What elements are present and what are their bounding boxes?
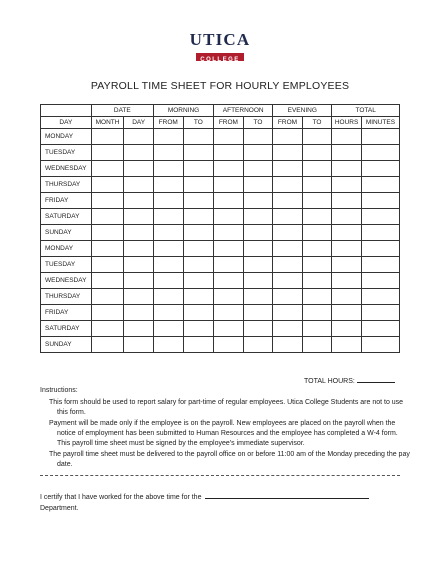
cell-month[interactable] bbox=[91, 257, 124, 273]
cell-total-hours[interactable] bbox=[332, 161, 362, 177]
cell-evening-from[interactable] bbox=[273, 193, 303, 209]
cell-morning-from[interactable] bbox=[153, 273, 183, 289]
cell-afternoon-to[interactable] bbox=[243, 193, 273, 209]
cell-afternoon-from[interactable] bbox=[214, 321, 244, 337]
cell-morning-from[interactable] bbox=[153, 193, 183, 209]
cell-afternoon-from[interactable] bbox=[214, 225, 244, 241]
total-hours bbox=[304, 376, 395, 385]
cell-morning-to[interactable] bbox=[183, 177, 214, 193]
cell-evening-from[interactable] bbox=[273, 337, 303, 353]
cell-afternoon-to[interactable] bbox=[243, 273, 273, 289]
cell-date-day[interactable] bbox=[124, 257, 154, 273]
subheader-date-day: DAY bbox=[124, 117, 154, 129]
total-hours-label: TOTAL HOURS: bbox=[304, 378, 355, 385]
table-row bbox=[41, 241, 400, 257]
subheader-evening-from: FROM bbox=[273, 117, 303, 129]
cell-month[interactable] bbox=[91, 161, 124, 177]
cell-total-hours[interactable] bbox=[332, 241, 362, 257]
logo-wordmark: UTICA bbox=[189, 30, 251, 49]
cell-morning-from[interactable] bbox=[153, 161, 183, 177]
cell-afternoon-to[interactable] bbox=[243, 321, 273, 337]
cell-total-minutes[interactable] bbox=[361, 225, 399, 241]
cell-month[interactable] bbox=[91, 241, 124, 257]
instruction-item: This form should be used to report salary for part-time of regular employees. Utica College Students are not to use this form. bbox=[49, 399, 404, 416]
cell-afternoon-from[interactable] bbox=[214, 177, 244, 193]
cell-morning-from[interactable] bbox=[153, 337, 183, 353]
cell-afternoon-to[interactable] bbox=[243, 161, 273, 177]
subheader-minutes: MINUTES bbox=[361, 117, 399, 129]
day-label: SATURDAY bbox=[41, 209, 92, 225]
cell-total-hours[interactable] bbox=[332, 305, 362, 321]
cell-morning-to[interactable] bbox=[183, 305, 214, 321]
cell-morning-to[interactable] bbox=[183, 241, 214, 257]
cell-date-day[interactable] bbox=[124, 337, 154, 353]
day-label: MONDAY bbox=[41, 129, 92, 145]
cell-evening-from[interactable] bbox=[273, 257, 303, 273]
instruction-item: The payroll time sheet must be delivered to the payroll office on or before 11:00 am of the Monday preceding the pay date. bbox=[49, 451, 410, 468]
cell-afternoon-to[interactable] bbox=[243, 209, 273, 225]
certify-text: I certify that I have worked for the above time for the bbox=[40, 494, 202, 501]
cell-morning-to[interactable] bbox=[183, 193, 214, 209]
cell-date-day[interactable] bbox=[124, 177, 154, 193]
cell-date-day[interactable] bbox=[124, 129, 154, 145]
cell-month[interactable] bbox=[91, 145, 124, 161]
cell-date-day[interactable] bbox=[124, 305, 154, 321]
college-logo bbox=[0, 32, 440, 66]
subheader-day: DAY bbox=[41, 117, 92, 129]
table-row bbox=[41, 337, 400, 353]
cell-date-day[interactable] bbox=[124, 225, 154, 241]
cell-total-minutes[interactable] bbox=[361, 177, 399, 193]
cell-morning-to[interactable] bbox=[183, 225, 214, 241]
header-afternoon: AFTERNOON bbox=[214, 105, 273, 117]
cell-evening-to[interactable] bbox=[302, 257, 332, 273]
cell-afternoon-from[interactable] bbox=[214, 241, 244, 257]
sub-header-row bbox=[41, 117, 400, 129]
timesheet-body bbox=[41, 129, 400, 353]
cell-total-hours[interactable] bbox=[332, 289, 362, 305]
cell-total-hours[interactable] bbox=[332, 177, 362, 193]
table-row bbox=[41, 129, 400, 145]
cell-total-minutes[interactable] bbox=[361, 193, 399, 209]
cell-evening-to[interactable] bbox=[302, 161, 332, 177]
cell-morning-to[interactable] bbox=[183, 129, 214, 145]
subheader-morning-from: FROM bbox=[153, 117, 183, 129]
cell-evening-from[interactable] bbox=[273, 225, 303, 241]
cell-afternoon-to[interactable] bbox=[243, 289, 273, 305]
cell-morning-from[interactable] bbox=[153, 289, 183, 305]
subheader-afternoon-from: FROM bbox=[214, 117, 244, 129]
cell-morning-from[interactable] bbox=[153, 257, 183, 273]
cell-total-minutes[interactable] bbox=[361, 273, 399, 289]
page-title: PAYROLL TIME SHEET FOR HOURLY EMPLOYEES bbox=[90, 80, 350, 92]
cell-afternoon-from[interactable] bbox=[214, 305, 244, 321]
cell-morning-to[interactable] bbox=[183, 257, 214, 273]
cell-morning-from[interactable] bbox=[153, 209, 183, 225]
cell-evening-to[interactable] bbox=[302, 145, 332, 161]
cell-evening-to[interactable] bbox=[302, 289, 332, 305]
cell-morning-from[interactable] bbox=[153, 305, 183, 321]
timesheet-table bbox=[40, 104, 400, 353]
cell-date-day[interactable] bbox=[124, 321, 154, 337]
day-label: WEDNESDAY bbox=[41, 273, 92, 289]
cell-morning-from[interactable] bbox=[153, 225, 183, 241]
cell-total-minutes[interactable] bbox=[361, 241, 399, 257]
cell-morning-to[interactable] bbox=[183, 161, 214, 177]
cell-morning-from[interactable] bbox=[153, 177, 183, 193]
subheader-evening-to: TO bbox=[302, 117, 332, 129]
cell-morning-from[interactable] bbox=[153, 129, 183, 145]
cell-total-minutes[interactable] bbox=[361, 209, 399, 225]
cell-afternoon-to[interactable] bbox=[243, 257, 273, 273]
cell-afternoon-from[interactable] bbox=[214, 161, 244, 177]
cell-evening-from[interactable] bbox=[273, 289, 303, 305]
cell-date-day[interactable] bbox=[124, 193, 154, 209]
cell-month[interactable] bbox=[91, 225, 124, 241]
header-total: TOTAL bbox=[332, 105, 400, 117]
logo-subtitle: COLLEGE bbox=[200, 57, 240, 63]
cell-month[interactable] bbox=[91, 193, 124, 209]
cell-afternoon-to[interactable] bbox=[243, 305, 273, 321]
subheader-hours: HOURS bbox=[332, 117, 362, 129]
cell-evening-from[interactable] bbox=[273, 161, 303, 177]
cell-evening-to[interactable] bbox=[302, 225, 332, 241]
table-row bbox=[41, 289, 400, 305]
day-label: FRIDAY bbox=[41, 305, 92, 321]
cell-date-day[interactable] bbox=[124, 241, 154, 257]
cell-month[interactable] bbox=[91, 273, 124, 289]
instructions-heading: Instructions: bbox=[40, 387, 78, 394]
logo-banner bbox=[196, 53, 244, 61]
subheader-morning-to: TO bbox=[183, 117, 214, 129]
table-row bbox=[41, 145, 400, 161]
dashed-divider bbox=[40, 475, 400, 476]
cell-date-day[interactable] bbox=[124, 209, 154, 225]
cell-afternoon-from[interactable] bbox=[214, 257, 244, 273]
cell-afternoon-to[interactable] bbox=[243, 241, 273, 257]
cell-afternoon-from[interactable] bbox=[214, 129, 244, 145]
instruction-item: Payment will be made only if the employee is on the payroll. New employees are placed on the payroll when the notice of employment has been submitted to Human Resources and the employee has completed a W-4 form. This payroll time sheet must be signed by the employee’s immediate supervisor. bbox=[49, 420, 398, 447]
day-label: SUNDAY bbox=[41, 337, 92, 353]
day-label: THURSDAY bbox=[41, 289, 92, 305]
cell-date-day[interactable] bbox=[124, 161, 154, 177]
header-date: DATE bbox=[91, 105, 153, 117]
cell-total-hours[interactable] bbox=[332, 225, 362, 241]
cell-evening-from[interactable] bbox=[273, 177, 303, 193]
day-label: MONDAY bbox=[41, 241, 92, 257]
cell-morning-from[interactable] bbox=[153, 321, 183, 337]
cell-total-minutes[interactable] bbox=[361, 337, 399, 353]
cell-month[interactable] bbox=[91, 321, 124, 337]
cell-total-hours[interactable] bbox=[332, 209, 362, 225]
table-row bbox=[41, 225, 400, 241]
cell-evening-to[interactable] bbox=[302, 337, 332, 353]
total-hours-field[interactable] bbox=[357, 376, 395, 383]
cell-date-day[interactable] bbox=[124, 289, 154, 305]
cell-evening-from[interactable] bbox=[273, 273, 303, 289]
cell-evening-to[interactable] bbox=[302, 273, 332, 289]
cell-total-hours[interactable] bbox=[332, 337, 362, 353]
cell-evening-from[interactable] bbox=[273, 305, 303, 321]
cell-month[interactable] bbox=[91, 177, 124, 193]
cell-total-hours[interactable] bbox=[332, 321, 362, 337]
cell-total-minutes[interactable] bbox=[361, 257, 399, 273]
cell-evening-from[interactable] bbox=[273, 145, 303, 161]
day-label: FRIDAY bbox=[41, 193, 92, 209]
cell-afternoon-to[interactable] bbox=[243, 225, 273, 241]
cell-afternoon-from[interactable] bbox=[214, 337, 244, 353]
table-row bbox=[41, 321, 400, 337]
cell-total-hours[interactable] bbox=[332, 273, 362, 289]
cell-month[interactable] bbox=[91, 289, 124, 305]
day-label: SUNDAY bbox=[41, 225, 92, 241]
table-row bbox=[41, 305, 400, 321]
certification bbox=[40, 491, 400, 514]
group-header-row bbox=[41, 105, 400, 117]
cell-morning-to[interactable] bbox=[183, 289, 214, 305]
cell-morning-from[interactable] bbox=[153, 145, 183, 161]
day-label: TUESDAY bbox=[41, 257, 92, 273]
table-row bbox=[41, 161, 400, 177]
cell-evening-to[interactable] bbox=[302, 209, 332, 225]
day-label: TUESDAY bbox=[41, 145, 92, 161]
department-field[interactable] bbox=[205, 491, 369, 499]
header-blank bbox=[41, 105, 92, 117]
cell-afternoon-from[interactable] bbox=[214, 209, 244, 225]
cell-morning-to[interactable] bbox=[183, 337, 214, 353]
cell-afternoon-to[interactable] bbox=[243, 337, 273, 353]
cell-evening-to[interactable] bbox=[302, 129, 332, 145]
cell-morning-to[interactable] bbox=[183, 145, 214, 161]
header-evening: EVENING bbox=[273, 105, 332, 117]
cell-afternoon-from[interactable] bbox=[214, 273, 244, 289]
header-morning: MORNING bbox=[153, 105, 213, 117]
cell-total-minutes[interactable] bbox=[361, 145, 399, 161]
cell-total-minutes[interactable] bbox=[361, 289, 399, 305]
cell-morning-to[interactable] bbox=[183, 209, 214, 225]
cell-total-minutes[interactable] bbox=[361, 305, 399, 321]
cell-evening-to[interactable] bbox=[302, 177, 332, 193]
table-row bbox=[41, 257, 400, 273]
cell-evening-to[interactable] bbox=[302, 241, 332, 257]
cell-afternoon-from[interactable] bbox=[214, 289, 244, 305]
cell-month[interactable] bbox=[91, 129, 124, 145]
cell-afternoon-from[interactable] bbox=[214, 145, 244, 161]
cell-total-minutes[interactable] bbox=[361, 129, 399, 145]
day-label: THURSDAY bbox=[41, 177, 92, 193]
day-label: WEDNESDAY bbox=[41, 161, 92, 177]
cell-afternoon-to[interactable] bbox=[243, 129, 273, 145]
day-label: SATURDAY bbox=[41, 321, 92, 337]
cell-total-hours[interactable] bbox=[332, 145, 362, 161]
cell-month[interactable] bbox=[91, 305, 124, 321]
cell-total-hours[interactable] bbox=[332, 193, 362, 209]
cell-evening-from[interactable] bbox=[273, 129, 303, 145]
cell-afternoon-to[interactable] bbox=[243, 177, 273, 193]
cell-total-hours[interactable] bbox=[332, 129, 362, 145]
cell-afternoon-to[interactable] bbox=[243, 145, 273, 161]
cell-total-hours[interactable] bbox=[332, 257, 362, 273]
cell-evening-from[interactable] bbox=[273, 321, 303, 337]
table-row bbox=[41, 193, 400, 209]
cell-total-minutes[interactable] bbox=[361, 321, 399, 337]
cell-morning-to[interactable] bbox=[183, 321, 214, 337]
table-row bbox=[41, 177, 400, 193]
certify-department: Department. bbox=[40, 505, 79, 512]
cell-date-day[interactable] bbox=[124, 273, 154, 289]
cell-afternoon-from[interactable] bbox=[214, 193, 244, 209]
cell-date-day[interactable] bbox=[124, 145, 154, 161]
cell-evening-to[interactable] bbox=[302, 193, 332, 209]
table-row bbox=[41, 209, 400, 225]
cell-evening-to[interactable] bbox=[302, 321, 332, 337]
instructions bbox=[40, 386, 412, 471]
cell-evening-to[interactable] bbox=[302, 305, 332, 321]
cell-morning-from[interactable] bbox=[153, 241, 183, 257]
cell-total-minutes[interactable] bbox=[361, 161, 399, 177]
cell-month[interactable] bbox=[91, 337, 124, 353]
cell-evening-from[interactable] bbox=[273, 209, 303, 225]
cell-month[interactable] bbox=[91, 209, 124, 225]
cell-evening-from[interactable] bbox=[273, 241, 303, 257]
table-row bbox=[41, 273, 400, 289]
subheader-month: MONTH bbox=[91, 117, 124, 129]
cell-morning-to[interactable] bbox=[183, 273, 214, 289]
subheader-afternoon-to: TO bbox=[243, 117, 273, 129]
